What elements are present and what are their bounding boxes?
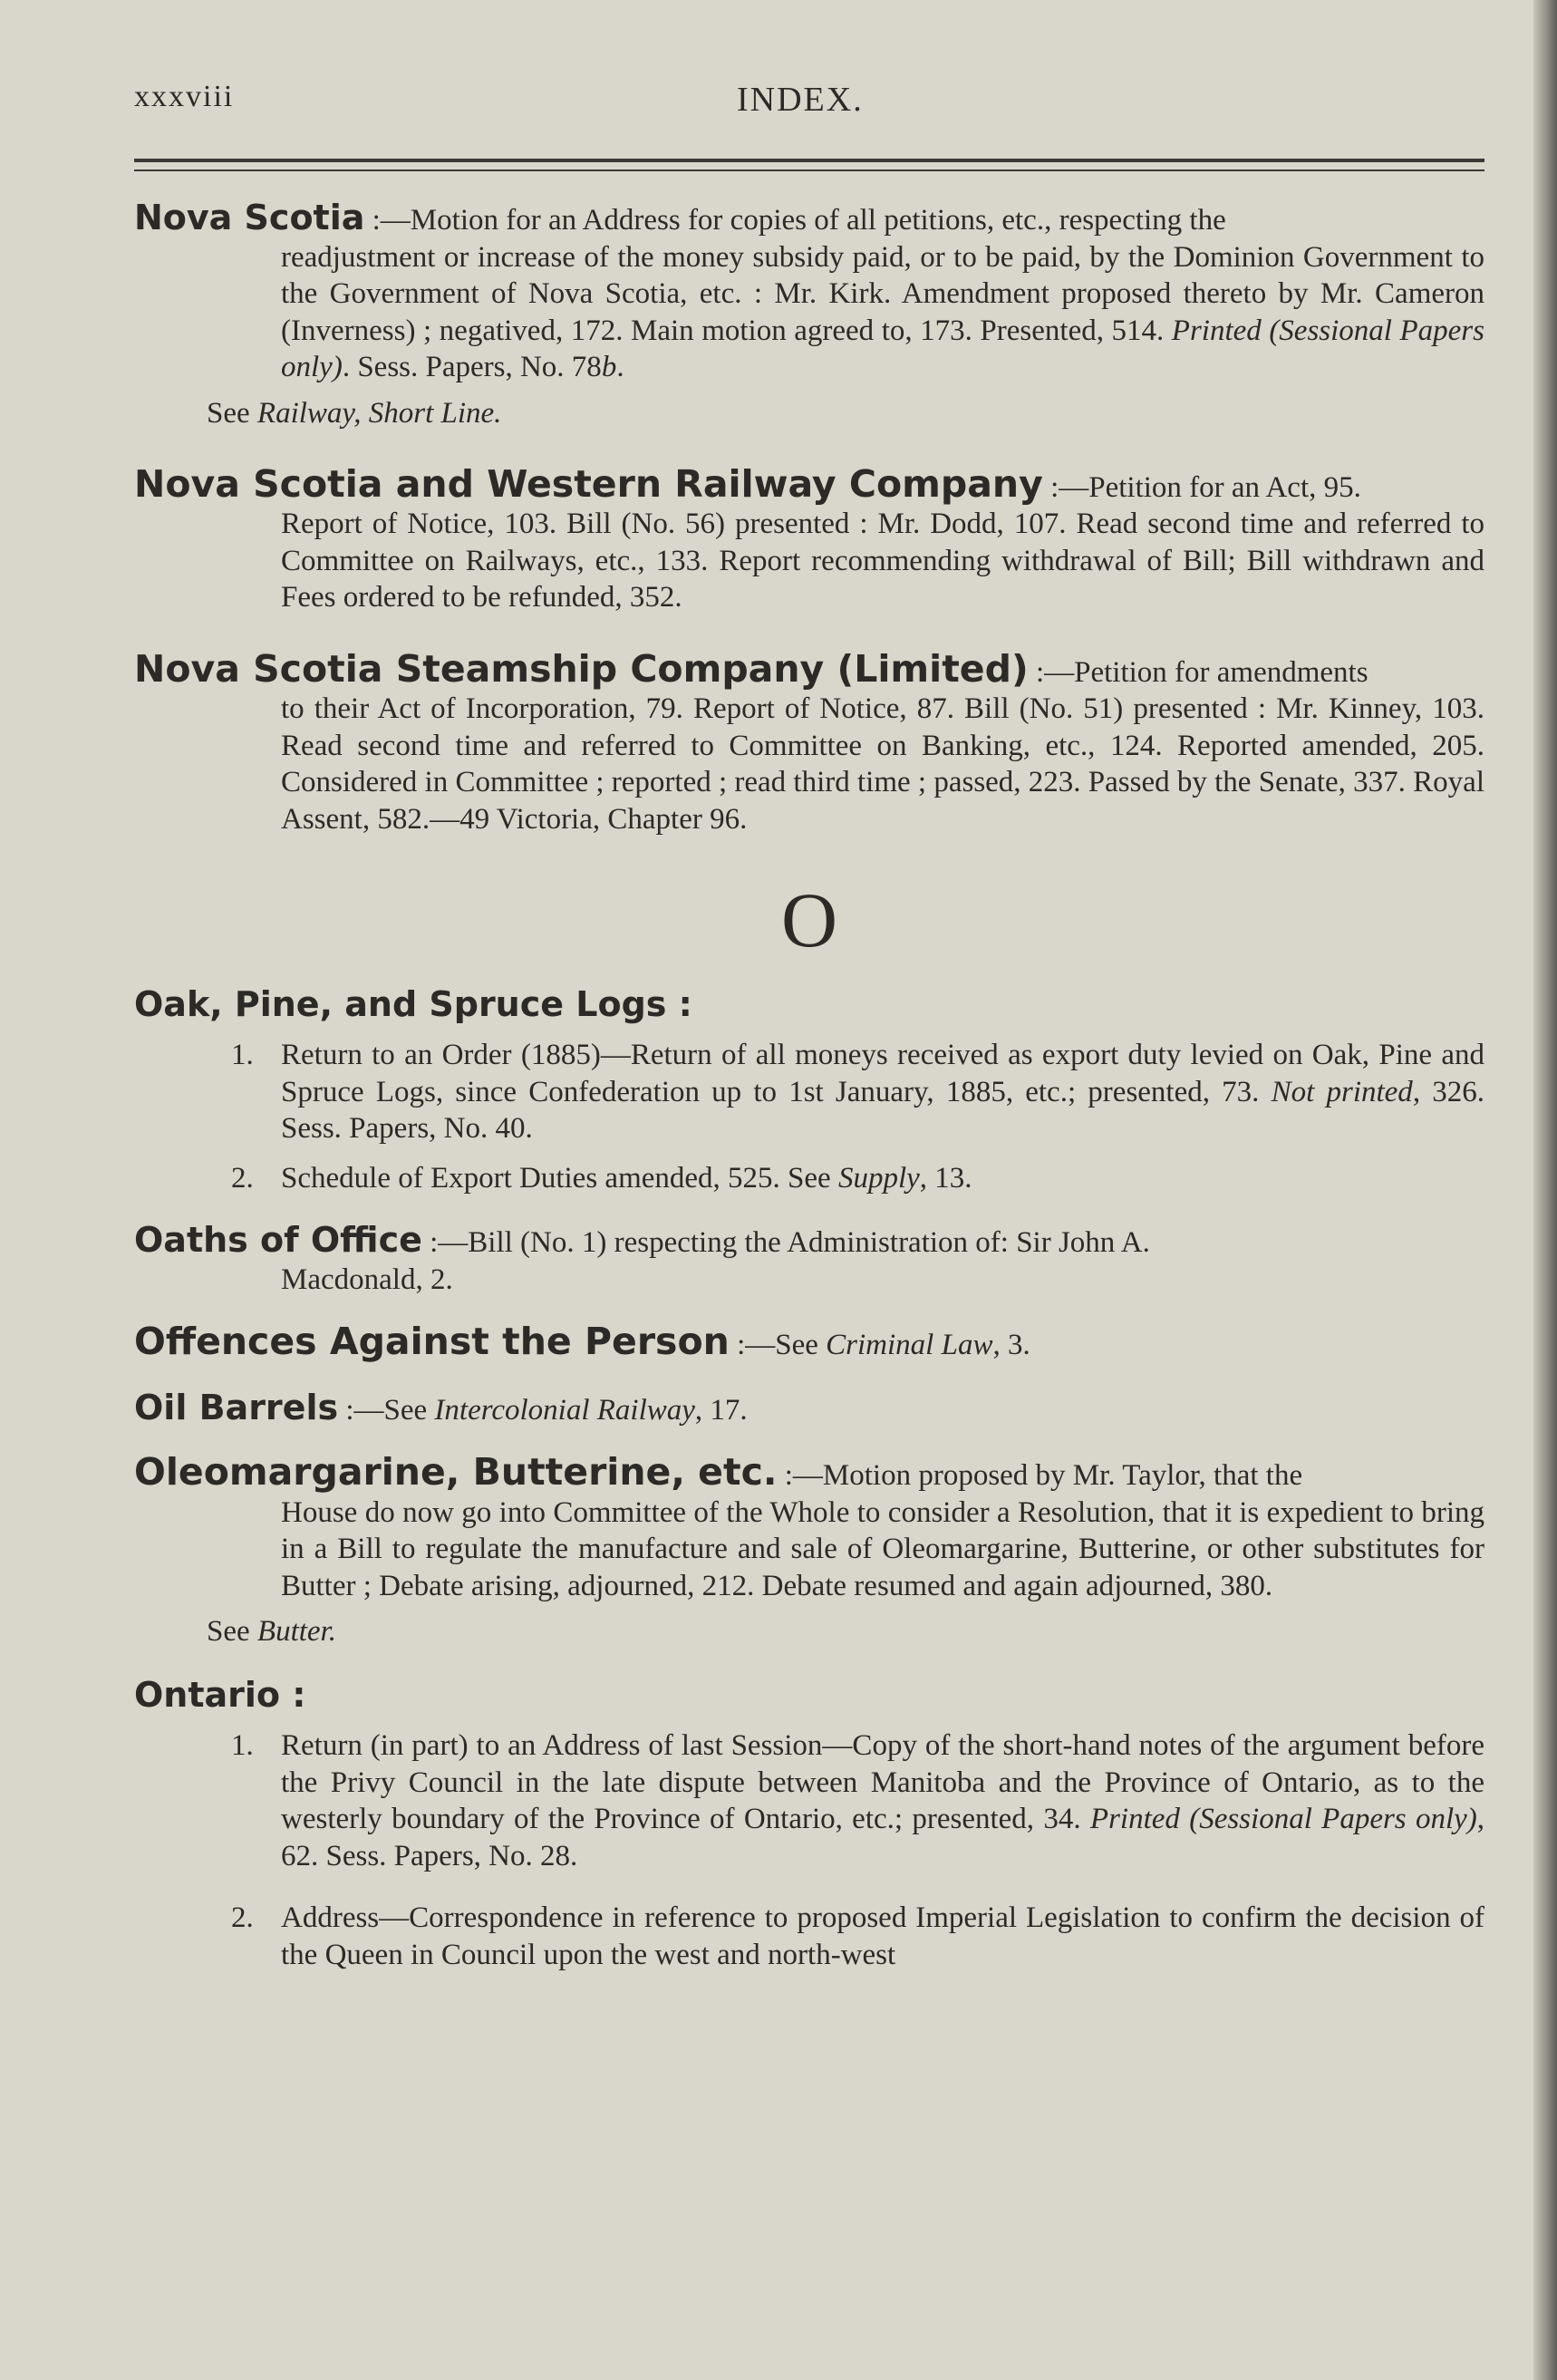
item-text: Schedule of Export Duties amended, 525. See	[281, 1161, 838, 1195]
item-number: 1.	[231, 1039, 254, 1071]
list-item	[134, 1727, 1484, 1874]
entry-lead: :—Petition for an Act, 95.	[1042, 470, 1361, 504]
entry-tail: . Sess. Papers, No. 78	[342, 351, 602, 383]
page-edge	[1533, 0, 1557, 2380]
entry-body	[134, 239, 1484, 386]
index-entry-nova-scotia	[134, 199, 1484, 431]
see-link[interactable]: Butter.	[256, 1615, 336, 1648]
see-label: See	[207, 396, 257, 430]
entry-lead: :—Motion proposed by Mr. Taylor, that the	[777, 1459, 1303, 1492]
entry-body: to their Act of Incorporation, 79. Report of Notice, 87. Bill (No. 51) presented : Mr. Kinney, 103. Read second time and referred to Committee on Banking, etc., 124. Reported amended, 205. Considered in Committee ; reported ; read third time ; passed, 223. Passed by the Senate, 337. Royal Assent, 582.—49 Victoria, Chapter 96.	[281, 692, 1484, 836]
item-text: Return (in part) to an Address of last Session—Copy of the short-hand notes of the argument before the Privy Council in the late dispute between Manitoba and the Province of Ontario, as to the westerly boundary of the Province of Ontario, etc.; presented, 34.	[281, 1729, 1484, 1835]
entry-tail: , 3.	[992, 1329, 1030, 1361]
see-link[interactable]: Railway, Short Line.	[256, 396, 502, 430]
item-italic: Not printed	[1271, 1075, 1413, 1108]
entry-heading: Oaths of Office	[134, 1220, 422, 1260]
index-content	[134, 199, 1484, 1973]
index-entry-nova-scotia-steamship	[134, 646, 1484, 838]
entry-tail-italic: b	[601, 351, 617, 383]
entry-heading: Offences Against the Person	[134, 1320, 730, 1363]
list-item	[134, 1900, 1484, 1973]
item-number: 2.	[231, 1161, 254, 1195]
item-tail: , 326. Sess. Papers, No. 40.	[281, 1075, 1484, 1145]
section-letter: O	[780, 876, 838, 963]
index-entry-nova-scotia-western-railway	[134, 461, 1484, 616]
entry-italic: Printed (Sessional Papers only)	[281, 314, 1484, 383]
entry-lead: :—Motion for an Address for copies of all petitions, etc., respecting the	[364, 204, 1226, 237]
entry-text: readjustment or increase of the money subsidy paid, or to be paid, by the Dominion Government to the Government of Nova Scotia, etc. : Mr. Kirk. Amendment proposed thereto by Mr. Cameron (Inverness) ; negatived, 172. Main motion agreed to, 173. Presented, 514.	[281, 240, 1484, 347]
index-entry-oaths-of-office	[134, 1222, 1484, 1298]
header-rule-thick	[134, 159, 1484, 162]
index-entry-oil-barrels	[134, 1389, 1484, 1429]
entry-lead: :—Bill (No. 1) respecting the Administration of: Sir John A.	[421, 1226, 1150, 1259]
folio: xxxviii	[134, 80, 235, 113]
entry-heading: Nova Scotia Steamship Company (Limited)	[134, 646, 1029, 691]
page-header	[134, 80, 1484, 134]
list-item	[134, 1037, 1484, 1147]
entry-body: Macdonald, 2.	[281, 1263, 453, 1296]
index-entry-ontario: Ontario :	[134, 1675, 306, 1715]
item-italic: Printed (Sessional Papers only)	[1089, 1803, 1477, 1835]
entry-link[interactable]: Criminal Law	[826, 1329, 993, 1361]
header-rule-thin	[134, 169, 1484, 171]
item-text: Address—Correspondence in reference to proposed Imperial Legislation to confirm the decision of the Queen in Council upon the west and north-west	[281, 1901, 1484, 1971]
entry-lead: :—See	[338, 1393, 435, 1427]
item-link[interactable]: Supply	[837, 1161, 920, 1195]
entry-heading: Oleomargarine, Butterine, etc.	[134, 1450, 778, 1494]
item-number: 2.	[231, 1901, 254, 1934]
entry-lead: :—Petition for amendments	[1028, 655, 1368, 689]
item-tail: , 13.	[919, 1161, 972, 1195]
see-reference	[207, 1613, 1484, 1650]
entry-lead: :—See	[729, 1329, 827, 1361]
item-number: 1.	[231, 1729, 254, 1762]
entry-link[interactable]: Intercolonial Railway	[434, 1393, 695, 1427]
index-entry-oleomargarine	[134, 1450, 1484, 1650]
see-label: See	[207, 1615, 257, 1648]
entry-heading: Nova Scotia	[134, 198, 365, 237]
see-reference	[207, 395, 1484, 431]
index-entry-oak-pine-spruce: Oak, Pine, and Spruce Logs :	[134, 984, 692, 1024]
list-item	[134, 1160, 1484, 1197]
item-tail: , 62. Sess. Papers, No. 28.	[281, 1803, 1485, 1872]
index-entry-offences	[134, 1320, 1484, 1364]
entry-heading: Nova Scotia and Western Railway Company	[134, 461, 1043, 506]
entry-heading: Oil Barrels	[134, 1387, 339, 1427]
entry-tail: , 17.	[694, 1393, 748, 1427]
running-title: INDEX.	[737, 81, 864, 119]
entry-tail-end: .	[616, 351, 624, 383]
item-text: Return to an Order (1885)—Return of all moneys received as export duty levied on Oak, Pine and Spruce Logs, since Confederation up to 1st January, 1885, etc.; presented, 73.	[281, 1039, 1484, 1108]
entry-body: Report of Notice, 103. Bill (No. 56) presented : Mr. Dodd, 107. Read second time and referred to Committee on Railways, etc., 133. Report recommending withdrawal of Bill; Bill withdrawn and Fees ordered to be refunded, 352.	[281, 508, 1484, 614]
entry-body: House do now go into Committee of the Whole to consider a Resolution, that it is expedient to bring in a Bill to regulate the manufacture and sale of Oleomargarine, Butterine, or other substitutes for Butter ; Debate arising, adjourned, 212. Debate resumed and again adjourned, 380.	[281, 1495, 1484, 1602]
